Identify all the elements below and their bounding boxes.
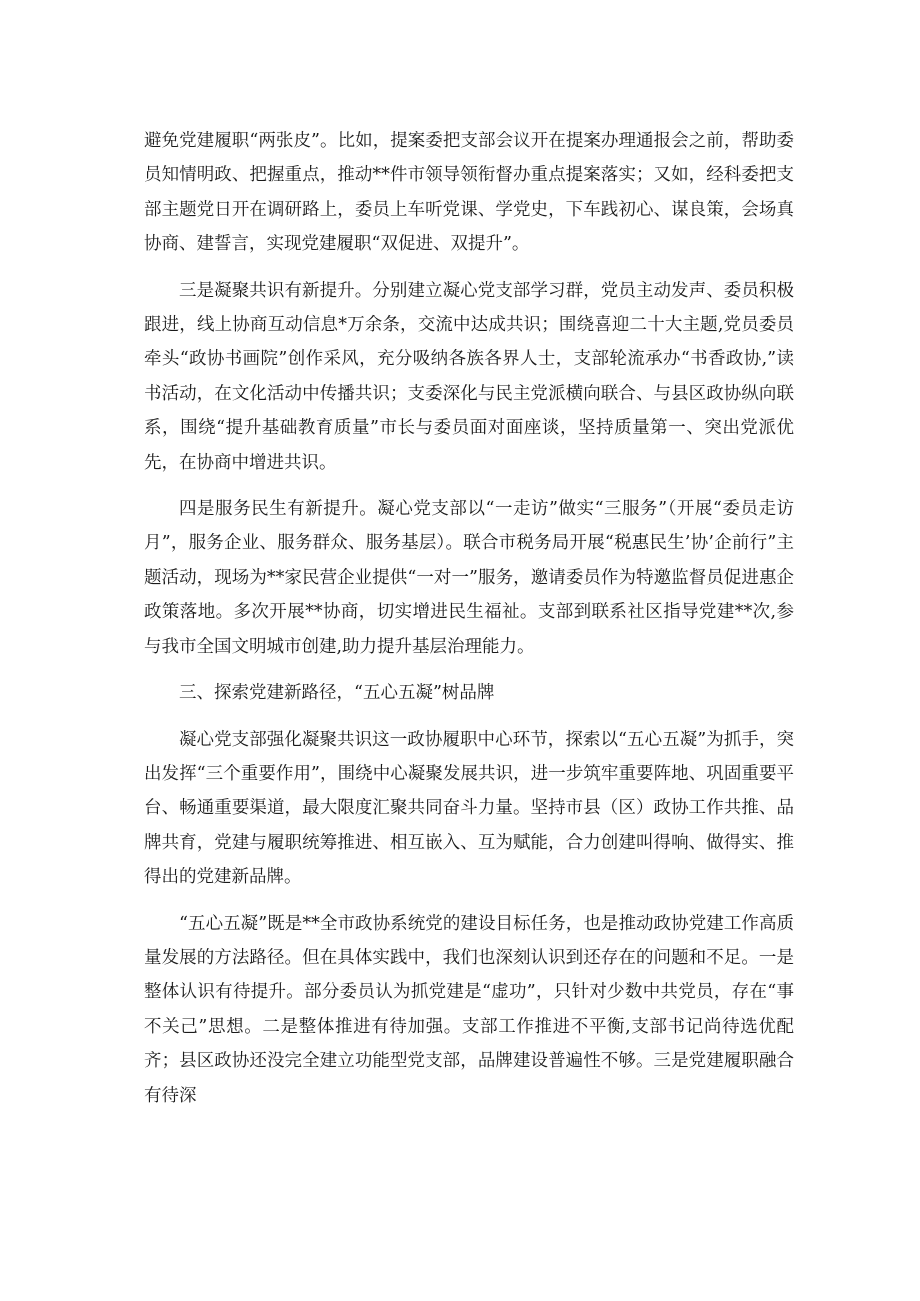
paragraph-6: “五心五凝”既是**全市政协系统党的建设目标任务，也是推动政协党建工作高质量发展的方法路径。但在具体实践中，我们也深刻认识到还存在的问题和不足。一是整体认识有待提升。部分委员认为抓党建是“虚功”，只针对少数中共党员，存在“事不关己”思想。二是整体推进有待加强。支部工作推进不平衡,支部书记尚待选优配齐；县区政协还没完全建立功能型党支部，品牌建设普遍性不够。三是党建履职融合有待深 bbox=[144, 913, 794, 1106]
paragraph-3: 四是服务民生有新提升。凝心党支部以“一走访”做实“三服务”（开展“委员走访月”，服务企业、服务群众、服务基层）。联合市税务局开展“税惠民生’协’企前行”主题活动，现场为**家民营企业提供“一对一”服务，邀请委员作为特邀监督员促进惠企政策落地。多次开展**协商，切实增进民生福祉。支部到联系社区指导党建**次,参与我市全国文明城市创建,助力提升基层治理能力。 bbox=[144, 499, 794, 657]
section-heading: 三、探索党建新路径，“五心五凝”树品牌 bbox=[179, 683, 495, 704]
document-page bbox=[144, 124, 794, 1125]
paragraph-1: 避免党建履职“两张皮”。比如，提案委把支部会议开在提案办理通报会之前，帮助委员知情明政、把握重点，推动**件市领导领衔督办重点提案落实；又如，经科委把支部主题党日开在调研路上，委员上车听党课、学党史，下车践初心、谋良策，会场真协商、建誓言，实现党建履职“双促进、双提升”。 bbox=[144, 131, 794, 255]
paragraph-2: 三是凝聚共识有新提升。分别建立凝心党支部学习群，党员主动发声、委员积极跟进，线上协商互动信息*万余条，交流中达成共识；围绕喜迎二十大主题,党员委员牵头“政协书画院”创作采风，充分吸纳各族各界人士，支部轮流承办“书香政协,”读书活动，在文化活动中传播共识；支委深化与民主党派横向联合、与县区政协纵向联系，围绕“提升基础教育质量”市长与委员面对面座谈，坚持质量第一、突出党派优先，在协商中增进共识。 bbox=[144, 280, 794, 473]
paragraph-5: 凝心党支部强化凝聚共识这一政协履职中心环节，探索以“五心五凝”为抓手，突出发挥“三个重要作用”，围绕中心凝聚发展共识，进一步筑牢重要阵地、巩固重要平台、畅通重要渠道，最大限度汇聚共同奋斗力量。坚持市县（区）政协工作共推、品牌共育，党建与履职统筹推进、相互嵌入、互为赋能，合力创建叫得响、做得实、推得出的党建新品牌。 bbox=[144, 729, 794, 888]
